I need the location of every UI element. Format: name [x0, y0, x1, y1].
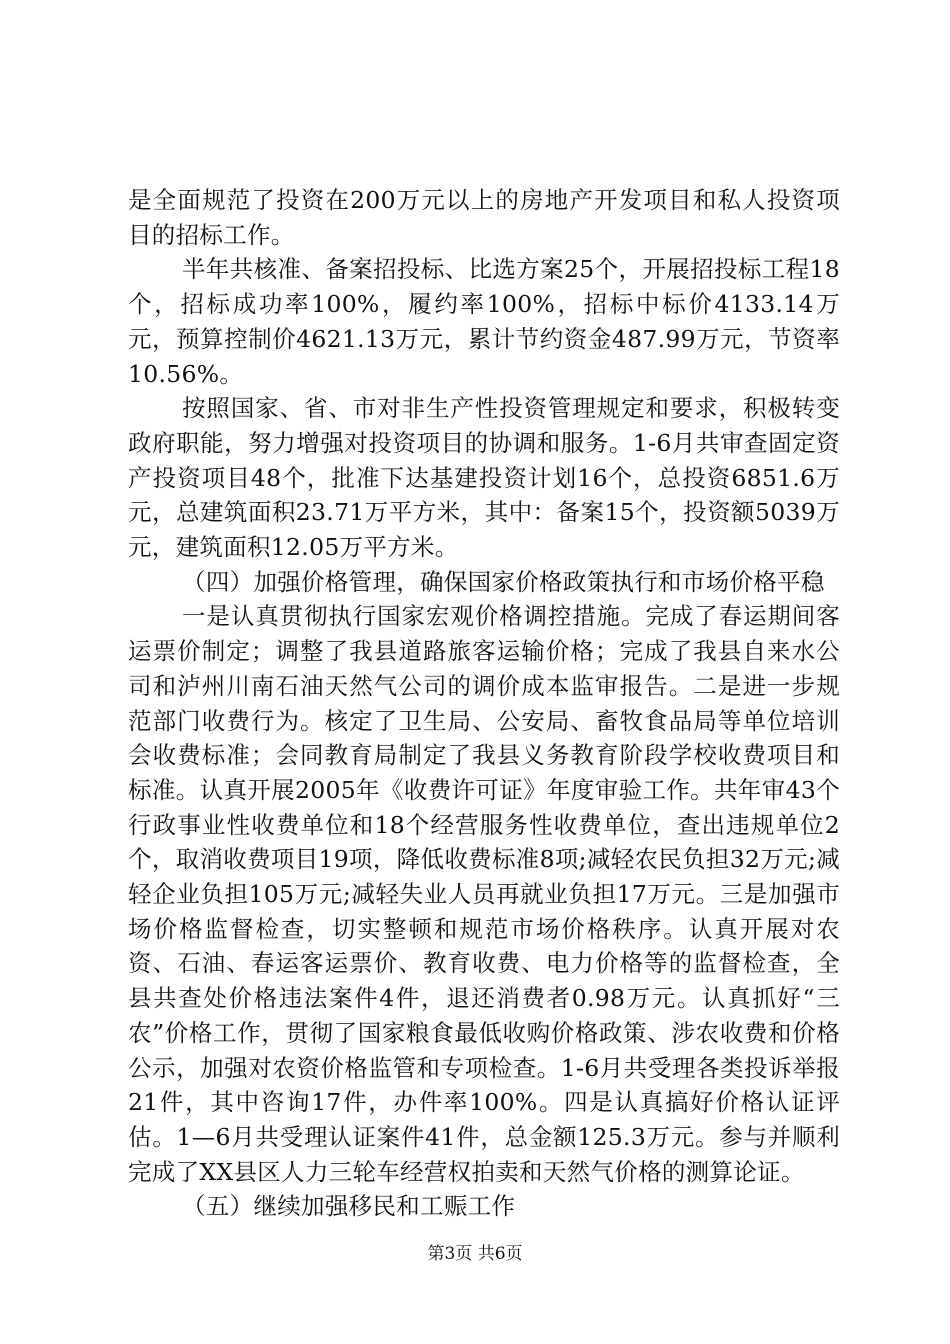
paragraph-continued: 是全面规范了投资在200万元以上的房地产开发项目和私人投资项目的招标工作。 [128, 186, 840, 249]
section-heading-migration-relief: （五）继续加强移民和工赈工作 [182, 1192, 516, 1221]
page-number-footer: 第3页 共6页 [427, 1244, 523, 1264]
paragraph-price-regulation: 一是认真贯彻执行国家宏观价格调控措施。完成了春运期间客运票价制定；调整了我县道路旅客运输价格；完成了我县自来水公司和泸州川南石油天然气公司的调价成本监审报告。二是进一步规范部门收费行为。核定了卫生局、公安局、畜牧食品局等单位培训会收费标准；会同教育局制定了我县义务教育阶段学校收费项目和标准。认真开展2005年《收费许可证》年度审验工作。共年审43个行政事业性收费单位和18个经营服务性收费单位，查出违规单位2个，取消收费项目19项，降低收费标准8项;减轻农民负担32万元;减轻企业负担105万元;减轻失业人员再就业负担17万元。三是加强市场价格监督检查，切实整顿和规范市场价格秩序。认真开展对农资、石油、春运客运票价、教育收费、电力价格等的监督检查，全县共查处价格违法案件4件，退还消费者0.98万元。认真抓好“三农”价格工作，贯彻了国家粮食最低收购价格政策、涉农收费和价格公示，加强对农资价格监管和专项检查。1-6月共受理各类投诉举报21件，其中咨询17件，办件率100%。四是认真搞好价格认证评估。1—6月共受理认证案件41件，总金额125.3万元。参与并顺利完成了XX县区人力三轮车经营权拍卖和天然气价格的测算论证。 [128, 602, 840, 1186]
paragraph-investment-management: 按照国家、省、市对非生产性投资管理规定和要求，积极转变政府职能，努力增强对投资项目的协调和服务。1-6月共审查固定资产投资项目48个，批准下达基建投资计划16个，总投资6851.6万元，总建筑面积23.71万平方米，其中：备案15个，投资额5039万元，建筑面积12.05万平方米。 [128, 394, 840, 562]
section-heading-price-management: （四）加强价格管理，确保国家价格政策执行和市场价格平稳 [182, 567, 825, 596]
paragraph-bidding-stats: 半年共核准、备案招投标、比选方案25个，开展招投标工程18个，招标成功率100%，履约率100%，招标中标价4133.14万元，预算控制价4621.13万元，累计节约资金487.99万元，节资率10.56%。 [128, 255, 840, 388]
document-body [128, 183, 840, 1224]
